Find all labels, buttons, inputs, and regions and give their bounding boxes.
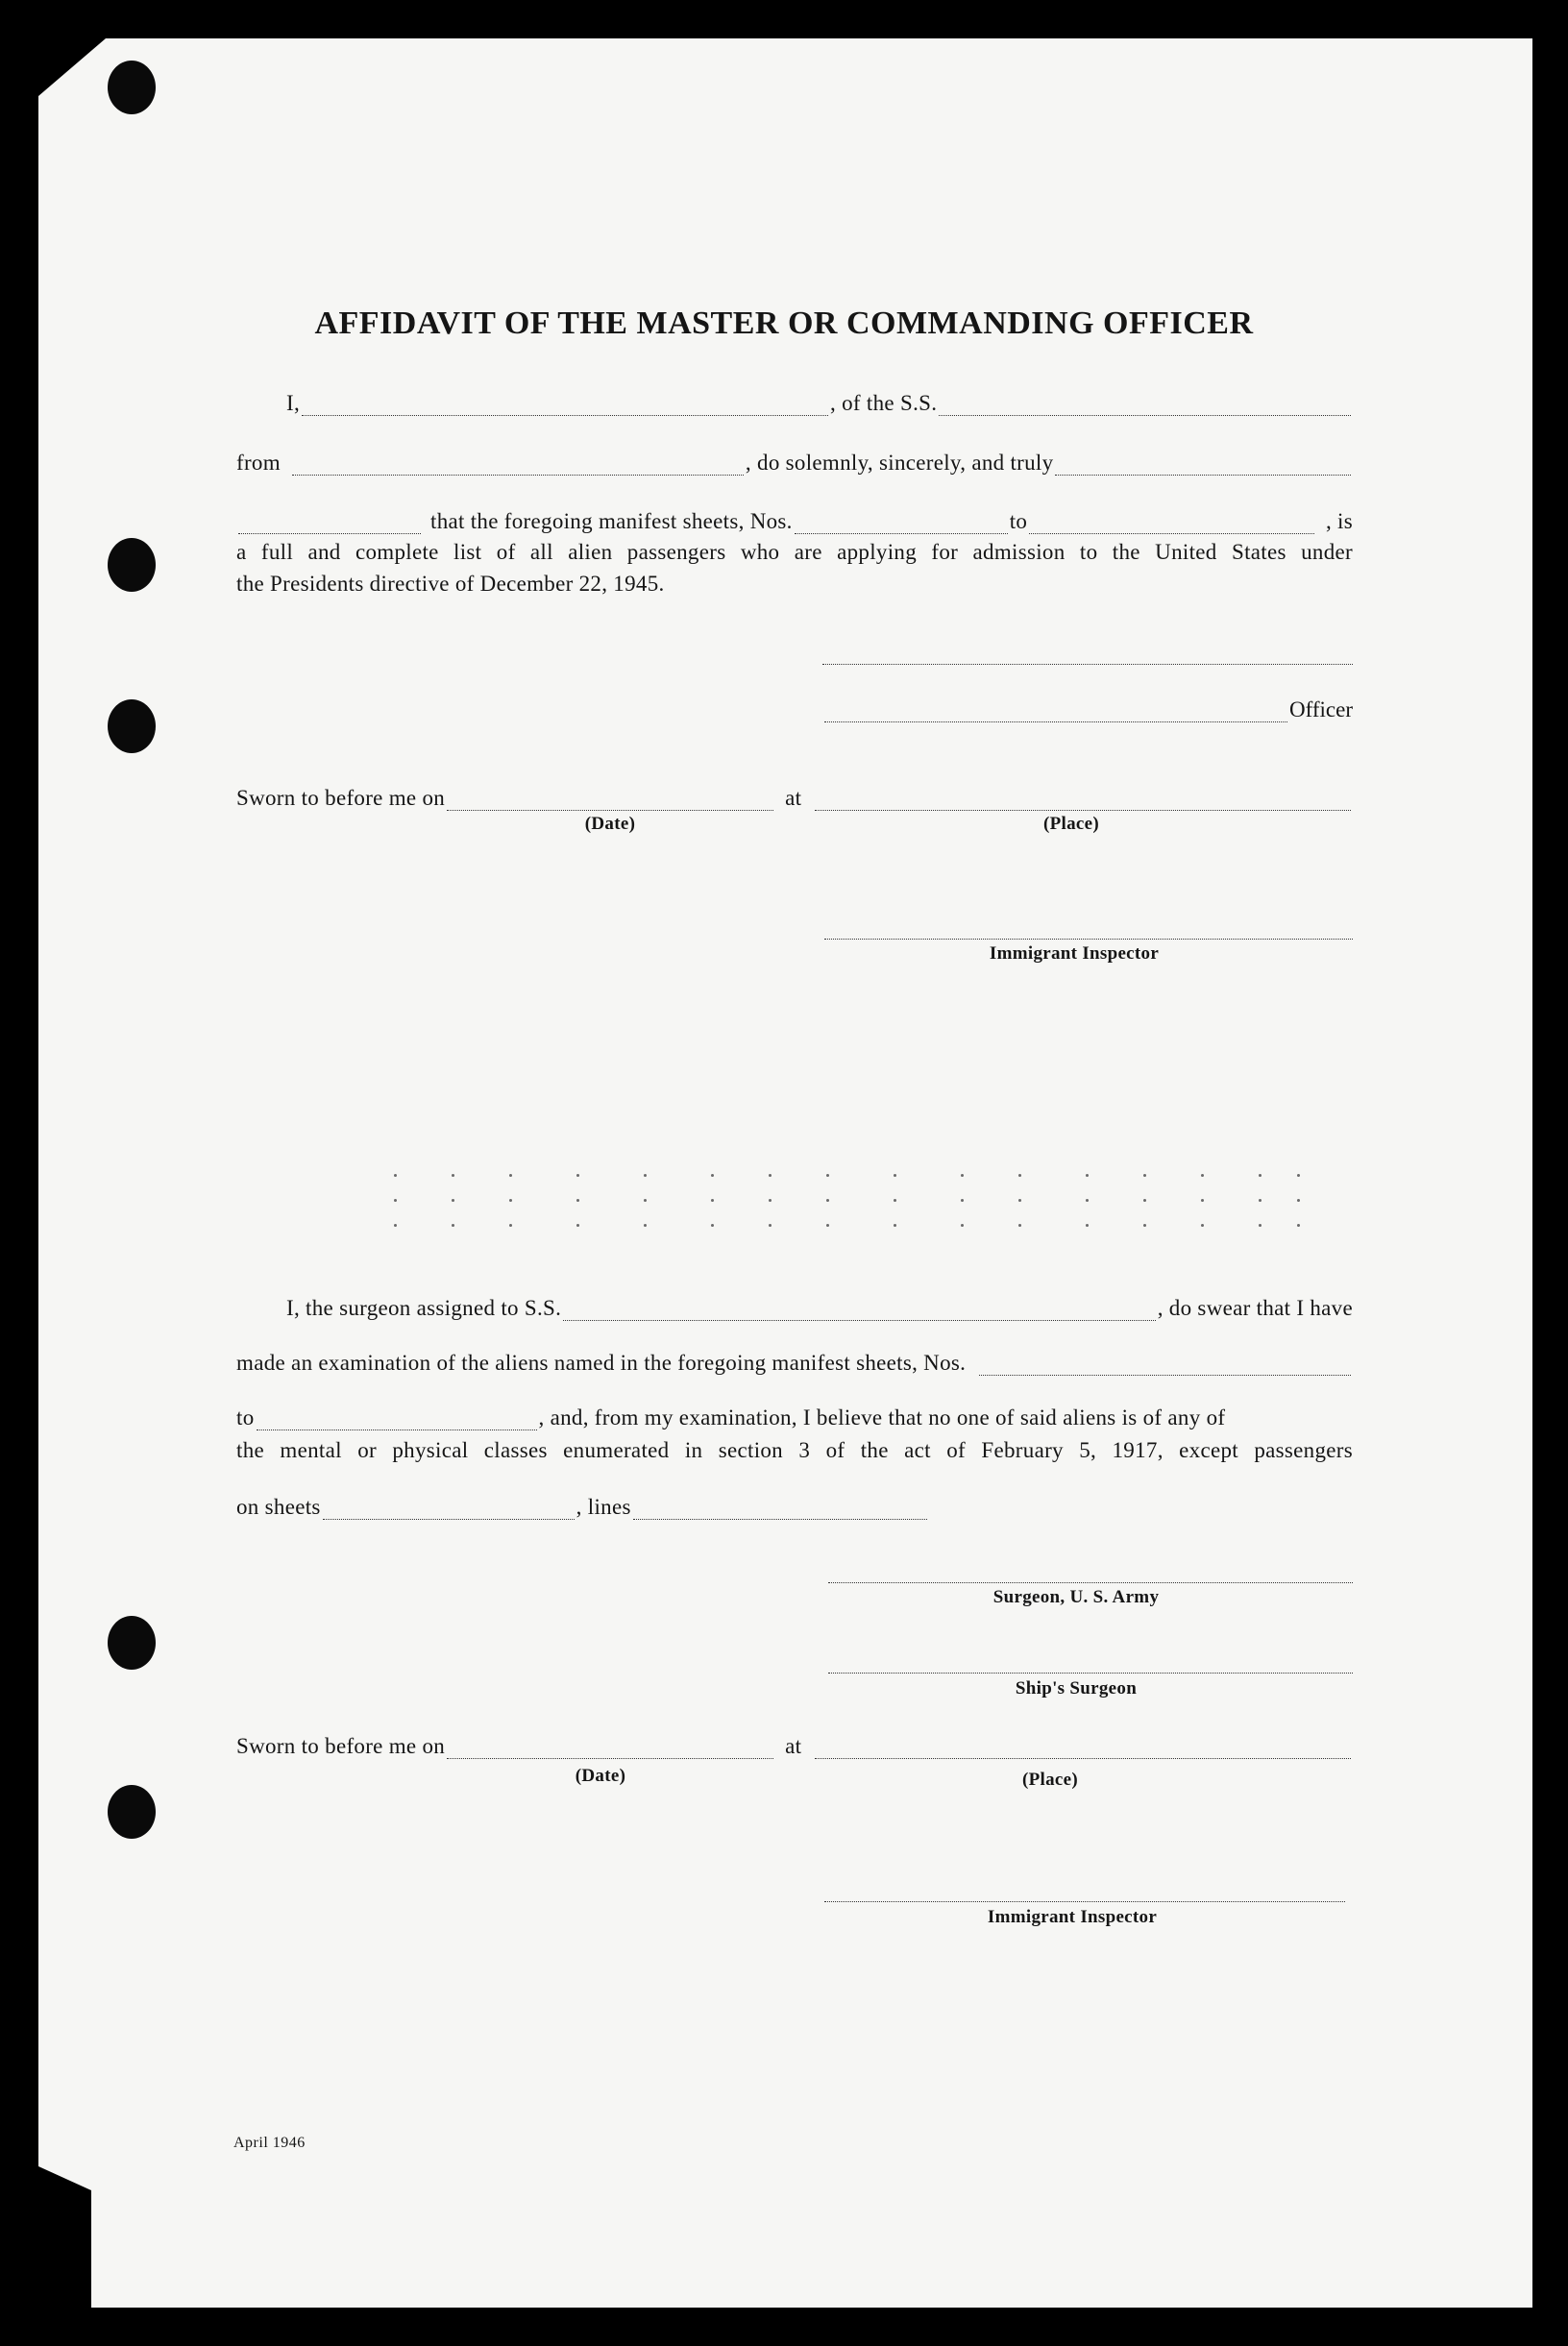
- inspector-signature-line-2[interactable]: [824, 1899, 1345, 1902]
- punch-hole: [108, 699, 156, 753]
- inspector-caption-2: Immigrant Inspector: [987, 1907, 1158, 1927]
- manifest-from-field[interactable]: [795, 514, 1008, 534]
- sworn-line-1: Sworn to before me on at: [236, 786, 1353, 811]
- sheets-field[interactable]: [323, 1500, 575, 1520]
- surgeon-line-3: to , and, from my examination, I believe that no one of said aliens is of any of: [236, 1405, 1226, 1430]
- surgeon-line-2: made an examination of the aliens named in the foregoing manifest sheets, Nos.: [236, 1351, 1353, 1376]
- master-name-field[interactable]: [302, 396, 828, 416]
- surgeon-manifest-from-field[interactable]: [979, 1356, 1351, 1376]
- surgeon-manifest-to-field[interactable]: [257, 1410, 537, 1430]
- surgeon-ship-field[interactable]: [563, 1301, 1156, 1321]
- punch-hole: [108, 61, 156, 114]
- punch-hole: [108, 1616, 156, 1670]
- officer-signature-row: [822, 697, 1353, 722]
- ship-name-field[interactable]: [939, 396, 1351, 416]
- master-signature-line[interactable]: [822, 662, 1353, 665]
- place-caption-1: (Place): [1042, 814, 1099, 834]
- port-from-field[interactable]: [292, 455, 744, 476]
- sworn-place-field-1[interactable]: [815, 791, 1351, 811]
- punch-hole: [108, 538, 156, 592]
- surgeon-line-5: on sheets , lines: [236, 1495, 1353, 1520]
- master-line-1: I, , of the S.S.: [286, 391, 1353, 416]
- sworn-place-field-2[interactable]: [815, 1739, 1351, 1759]
- date-caption-2: (Date): [575, 1766, 626, 1786]
- army-surgeon-signature-line[interactable]: [828, 1580, 1353, 1583]
- sworn-date-field-2[interactable]: [447, 1739, 773, 1759]
- officer-label: Officer: [1289, 697, 1353, 721]
- oath-continued-field[interactable]: [238, 514, 421, 534]
- army-surgeon-caption: Surgeon, U. S. Army: [992, 1587, 1160, 1607]
- master-line-3: that the foregoing manifest sheets, Nos. to , is: [236, 509, 1353, 534]
- manifest-to-field[interactable]: [1029, 514, 1314, 534]
- punch-hole: [108, 1785, 156, 1839]
- date-caption-1: (Date): [584, 814, 636, 834]
- lines-field[interactable]: [633, 1500, 927, 1520]
- surgeon-line-1: I, the surgeon assigned to S.S. , do swear that I have: [286, 1296, 1353, 1320]
- sworn-date-field-1[interactable]: [447, 791, 773, 811]
- form-page: [38, 38, 1532, 2308]
- form-title: AFFIDAVIT OF THE MASTER OR COMMANDING OFFICER: [314, 305, 1254, 341]
- inspector-signature-line-1[interactable]: [824, 937, 1353, 940]
- master-statement-end: the Presidents directive of December 22, 1945.: [236, 572, 665, 596]
- surgeon-statement: the mental or physical classes enumerated in section 3 of the act of February 5, 1917, except passengers: [236, 1438, 1353, 1462]
- master-line-2: from , do solemnly, sincerely, and truly: [236, 451, 1353, 476]
- inspector-caption-1: Immigrant Inspector: [989, 943, 1160, 964]
- ship-surgeon-signature-line[interactable]: [828, 1671, 1353, 1674]
- officer-signature-field[interactable]: [824, 702, 1287, 722]
- oath-field[interactable]: [1055, 455, 1351, 476]
- form-revision-date: April 1946: [233, 2135, 306, 2151]
- master-statement: a full and complete list of all alien passengers who are applying for admission to the United States under: [236, 540, 1353, 564]
- place-caption-2: (Place): [1021, 1770, 1078, 1790]
- sworn-line-2: Sworn to before me on at: [236, 1734, 1353, 1759]
- ship-surgeon-caption: Ship's Surgeon: [1015, 1678, 1138, 1698]
